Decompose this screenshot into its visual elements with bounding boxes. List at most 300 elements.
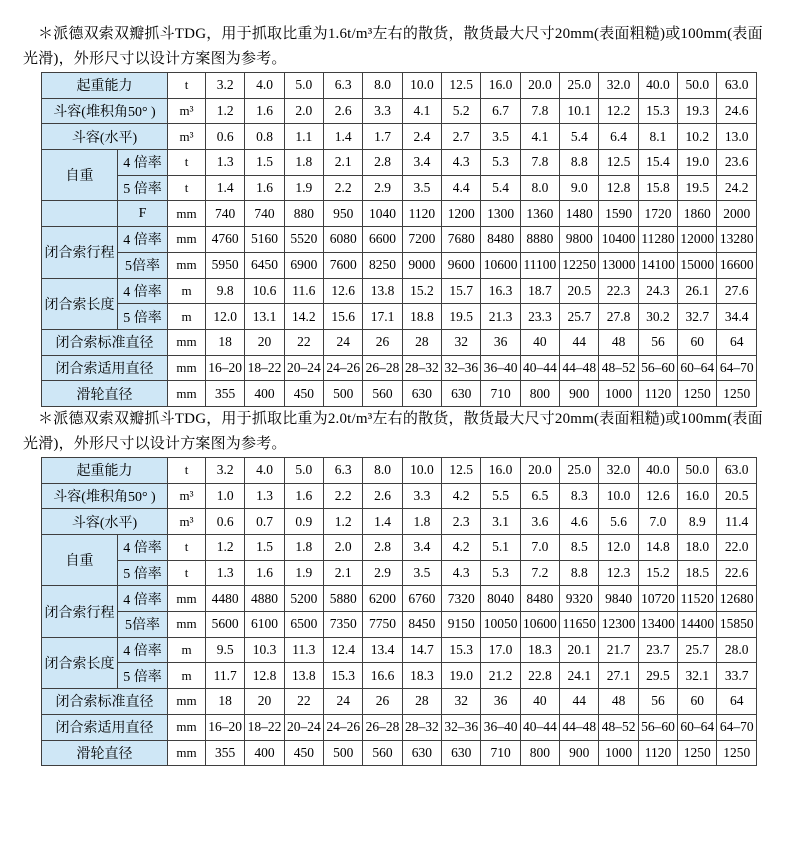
value-cell: 50.0 (678, 73, 717, 99)
value-cell: 1.8 (284, 535, 323, 561)
value-cell: 56 (638, 689, 677, 715)
value-cell: 15.3 (324, 663, 363, 689)
value-cell: 1120 (638, 381, 677, 407)
value-cell: 8.0 (363, 457, 402, 483)
unit-cell: t (168, 150, 206, 176)
value-cell: 12.5 (442, 457, 481, 483)
value-cell: 3.4 (402, 150, 441, 176)
value-cell: 1250 (678, 740, 717, 766)
value-cell: 15000 (678, 252, 717, 278)
row-sublabel-cell: 5倍率 (118, 612, 168, 638)
value-cell: 27.8 (599, 304, 638, 330)
value-cell: 22.0 (717, 535, 757, 561)
table-row (42, 175, 757, 201)
value-cell: 0.9 (284, 509, 323, 535)
value-cell: 10600 (520, 612, 559, 638)
value-cell: 6.3 (324, 457, 363, 483)
value-cell: 16600 (717, 252, 757, 278)
row-label-cell: 闭合索适用直径 (42, 714, 168, 740)
value-cell: 12680 (717, 586, 757, 612)
value-cell: 18 (206, 689, 245, 715)
value-cell: 4760 (206, 227, 245, 253)
value-cell: 18–22 (245, 714, 284, 740)
value-cell: 27.6 (717, 278, 757, 304)
value-cell: 16–20 (206, 355, 245, 381)
unit-cell: t (168, 175, 206, 201)
value-cell: 11.3 (284, 637, 323, 663)
value-cell: 13.8 (284, 663, 323, 689)
unit-cell: mm (168, 714, 206, 740)
value-cell: 5880 (324, 586, 363, 612)
value-cell: 450 (284, 381, 323, 407)
value-cell: 12.8 (245, 663, 284, 689)
value-cell: 2.3 (442, 509, 481, 535)
value-cell: 1.3 (206, 150, 245, 176)
value-cell: 26 (363, 329, 402, 355)
unit-cell: mm (168, 740, 206, 766)
value-cell: 10720 (638, 586, 677, 612)
value-cell: 3.5 (402, 560, 441, 586)
value-cell: 2.8 (363, 150, 402, 176)
value-cell: 1.6 (245, 98, 284, 124)
value-cell: 8480 (520, 586, 559, 612)
value-cell: 12.4 (324, 637, 363, 663)
value-cell: 450 (284, 740, 323, 766)
table-row (42, 637, 757, 663)
value-cell: 3.5 (481, 124, 520, 150)
value-cell: 11650 (560, 612, 599, 638)
value-cell: 24 (324, 329, 363, 355)
value-cell: 19.0 (442, 663, 481, 689)
value-cell: 355 (206, 740, 245, 766)
row-label-cell: 自重 (42, 150, 118, 201)
value-cell: 12.5 (599, 150, 638, 176)
value-cell: 20 (245, 329, 284, 355)
value-cell: 20.0 (520, 73, 559, 99)
value-cell: 16.0 (481, 457, 520, 483)
value-cell: 800 (520, 381, 559, 407)
value-cell: 4.1 (520, 124, 559, 150)
value-cell: 5.4 (560, 124, 599, 150)
value-cell: 20–24 (284, 355, 323, 381)
value-cell: 1000 (599, 740, 638, 766)
value-cell: 40–44 (520, 355, 559, 381)
value-cell: 2.1 (324, 560, 363, 586)
value-cell: 5.3 (481, 560, 520, 586)
value-cell: 12.0 (599, 535, 638, 561)
value-cell: 10400 (599, 227, 638, 253)
table-row (42, 535, 757, 561)
value-cell: 15.4 (638, 150, 677, 176)
value-cell: 13.0 (717, 124, 757, 150)
value-cell: 4.6 (560, 509, 599, 535)
value-cell: 12300 (599, 612, 638, 638)
value-cell: 800 (520, 740, 559, 766)
value-cell: 1.6 (245, 175, 284, 201)
row-sublabel-cell: 4 倍率 (118, 586, 168, 612)
value-cell: 22 (284, 329, 323, 355)
value-cell: 7.0 (520, 535, 559, 561)
value-cell: 18.5 (678, 560, 717, 586)
value-cell: 14.8 (638, 535, 677, 561)
value-cell: 710 (481, 740, 520, 766)
value-cell: 1.4 (206, 175, 245, 201)
value-cell: 56–60 (638, 355, 677, 381)
value-cell: 12.8 (599, 175, 638, 201)
value-cell: 1.1 (284, 124, 323, 150)
row-label-cell: 斗容(水平) (42, 124, 168, 150)
value-cell: 13000 (599, 252, 638, 278)
value-cell: 950 (324, 201, 363, 227)
unit-cell: m (168, 278, 206, 304)
value-cell: 740 (206, 201, 245, 227)
value-cell: 2.7 (442, 124, 481, 150)
value-cell: 40.0 (638, 457, 677, 483)
value-cell: 1360 (520, 201, 559, 227)
value-cell: 3.2 (206, 457, 245, 483)
value-cell: 710 (481, 381, 520, 407)
value-cell: 8.8 (560, 560, 599, 586)
value-cell: 12.6 (324, 278, 363, 304)
value-cell: 9000 (402, 252, 441, 278)
row-label-cell: 自重 (42, 535, 118, 586)
value-cell: 8.0 (363, 73, 402, 99)
value-cell: 36–40 (481, 714, 520, 740)
value-cell: 1.5 (245, 150, 284, 176)
value-cell: 1.4 (363, 509, 402, 535)
row-label-cell: 起重能力 (42, 457, 168, 483)
row-label-cell: 滑轮直径 (42, 381, 168, 407)
unit-cell: t (168, 560, 206, 586)
value-cell: 16.0 (481, 73, 520, 99)
value-cell: 64–70 (717, 714, 757, 740)
row-sublabel-cell: 4 倍率 (118, 150, 168, 176)
unit-cell: m (168, 663, 206, 689)
value-cell: 0.6 (206, 124, 245, 150)
value-cell: 5950 (206, 252, 245, 278)
value-cell: 4.0 (245, 457, 284, 483)
value-cell: 13.8 (363, 278, 402, 304)
value-cell: 3.1 (481, 509, 520, 535)
value-cell: 63.0 (717, 457, 757, 483)
row-label-cell: 闭合索行程 (42, 227, 118, 278)
value-cell: 12.5 (442, 73, 481, 99)
value-cell: 10600 (481, 252, 520, 278)
value-cell: 22.6 (717, 560, 757, 586)
value-cell: 50.0 (678, 457, 717, 483)
value-cell: 630 (402, 740, 441, 766)
value-cell: 5.4 (481, 175, 520, 201)
value-cell: 5.6 (599, 509, 638, 535)
table-row (42, 740, 757, 766)
value-cell: 24.1 (560, 663, 599, 689)
value-cell: 1.9 (284, 175, 323, 201)
value-cell: 16–20 (206, 714, 245, 740)
value-cell: 2.0 (324, 535, 363, 561)
unit-cell: m (168, 304, 206, 330)
value-cell: 1.4 (324, 124, 363, 150)
value-cell: 7.0 (638, 509, 677, 535)
value-cell: 60 (678, 329, 717, 355)
value-cell: 5200 (284, 586, 323, 612)
value-cell: 8.1 (638, 124, 677, 150)
value-cell: 23.6 (717, 150, 757, 176)
value-cell: 25.0 (560, 73, 599, 99)
value-cell: 15.2 (402, 278, 441, 304)
value-cell: 10.0 (402, 457, 441, 483)
value-cell: 880 (284, 201, 323, 227)
value-cell: 560 (363, 381, 402, 407)
value-cell: 25.7 (678, 637, 717, 663)
value-cell: 2.6 (363, 483, 402, 509)
value-cell: 7350 (324, 612, 363, 638)
value-cell: 2.2 (324, 175, 363, 201)
value-cell: 9150 (442, 612, 481, 638)
value-cell: 4480 (206, 586, 245, 612)
value-cell: 32.7 (678, 304, 717, 330)
row-sublabel-cell: 5 倍率 (118, 560, 168, 586)
value-cell: 28–32 (402, 355, 441, 381)
value-cell: 2.4 (402, 124, 441, 150)
value-cell: 8.0 (520, 175, 559, 201)
row-sublabel-cell: 5 倍率 (118, 175, 168, 201)
value-cell: 8480 (481, 227, 520, 253)
row-sublabel-cell: 5 倍率 (118, 663, 168, 689)
value-cell: 9.0 (560, 175, 599, 201)
value-cell: 40.0 (638, 73, 677, 99)
value-cell: 400 (245, 740, 284, 766)
value-cell: 21.3 (481, 304, 520, 330)
row-label-cell: 闭合索长度 (42, 278, 118, 329)
value-cell: 56 (638, 329, 677, 355)
unit-cell: mm (168, 612, 206, 638)
value-cell: 23.7 (638, 637, 677, 663)
value-cell: 32.1 (678, 663, 717, 689)
value-cell: 28–32 (402, 714, 441, 740)
value-cell: 15.3 (442, 637, 481, 663)
value-cell: 4.2 (442, 535, 481, 561)
value-cell: 7.8 (520, 98, 559, 124)
value-cell: 11.6 (284, 278, 323, 304)
value-cell: 32–36 (442, 714, 481, 740)
value-cell: 12.2 (599, 98, 638, 124)
value-cell: 34.4 (717, 304, 757, 330)
value-cell: 19.0 (678, 150, 717, 176)
value-cell: 18 (206, 329, 245, 355)
value-cell: 6080 (324, 227, 363, 253)
value-cell: 1040 (363, 201, 402, 227)
value-cell: 1590 (599, 201, 638, 227)
value-cell: 1.8 (284, 150, 323, 176)
value-cell: 4.2 (442, 483, 481, 509)
value-cell: 60 (678, 689, 717, 715)
value-cell: 30.2 (638, 304, 677, 330)
value-cell: 4.3 (442, 560, 481, 586)
value-cell: 24–26 (324, 355, 363, 381)
value-cell: 21.7 (599, 637, 638, 663)
spec-table-1 (41, 72, 757, 407)
value-cell: 10050 (481, 612, 520, 638)
value-cell: 20.5 (560, 278, 599, 304)
value-cell: 63.0 (717, 73, 757, 99)
value-cell: 6450 (245, 252, 284, 278)
value-cell: 1.8 (402, 509, 441, 535)
table-row (42, 381, 757, 407)
value-cell: 15850 (717, 612, 757, 638)
unit-cell: m³ (168, 509, 206, 535)
row-sublabel-cell: F (118, 201, 168, 227)
value-cell: 2.9 (363, 560, 402, 586)
row-label-cell: 闭合索长度 (42, 637, 118, 688)
value-cell: 20 (245, 689, 284, 715)
value-cell: 64 (717, 689, 757, 715)
value-cell: 6.3 (324, 73, 363, 99)
value-cell: 0.7 (245, 509, 284, 535)
spec-section-1 (23, 0, 774, 407)
value-cell: 6200 (363, 586, 402, 612)
value-cell: 1000 (599, 381, 638, 407)
value-cell: 19.3 (678, 98, 717, 124)
value-cell: 8.9 (678, 509, 717, 535)
value-cell: 2.2 (324, 483, 363, 509)
value-cell: 13280 (717, 227, 757, 253)
value-cell: 14400 (678, 612, 717, 638)
value-cell: 48–52 (599, 714, 638, 740)
value-cell: 10.2 (678, 124, 717, 150)
value-cell: 740 (245, 201, 284, 227)
value-cell: 3.2 (206, 73, 245, 99)
value-cell: 8250 (363, 252, 402, 278)
value-cell: 11520 (678, 586, 717, 612)
value-cell: 12.6 (638, 483, 677, 509)
value-cell: 2.8 (363, 535, 402, 561)
row-sublabel-cell: 4 倍率 (118, 637, 168, 663)
value-cell: 1.3 (206, 560, 245, 586)
value-cell: 25.7 (560, 304, 599, 330)
value-cell: 26.1 (678, 278, 717, 304)
row-label-cell: 斗容(堆积角50° ) (42, 98, 168, 124)
value-cell: 18.0 (678, 535, 717, 561)
row-sublabel-cell: 4 倍率 (118, 535, 168, 561)
value-cell: 4.0 (245, 73, 284, 99)
value-cell: 6100 (245, 612, 284, 638)
value-cell: 29.5 (638, 663, 677, 689)
value-cell: 1.2 (324, 509, 363, 535)
value-cell: 2.6 (324, 98, 363, 124)
spec-table-2 (41, 457, 757, 766)
row-label-cell (42, 201, 118, 227)
value-cell: 900 (560, 740, 599, 766)
table-row (42, 278, 757, 304)
row-label-cell: 闭合索行程 (42, 586, 118, 637)
value-cell: 27.1 (599, 663, 638, 689)
value-cell: 4.4 (442, 175, 481, 201)
value-cell: 11.7 (206, 663, 245, 689)
value-cell: 2.9 (363, 175, 402, 201)
row-sublabel-cell: 4 倍率 (118, 227, 168, 253)
value-cell: 48 (599, 689, 638, 715)
value-cell: 3.5 (402, 175, 441, 201)
value-cell: 12.0 (206, 304, 245, 330)
value-cell: 60–64 (678, 714, 717, 740)
value-cell: 5.1 (481, 535, 520, 561)
table-row (42, 73, 757, 99)
row-label-cell: 闭合索标准直径 (42, 329, 168, 355)
value-cell: 18.3 (402, 663, 441, 689)
value-cell: 500 (324, 740, 363, 766)
value-cell: 1.5 (245, 535, 284, 561)
unit-cell: mm (168, 329, 206, 355)
value-cell: 24–26 (324, 714, 363, 740)
table-row (42, 586, 757, 612)
value-cell: 1120 (402, 201, 441, 227)
value-cell: 17.1 (363, 304, 402, 330)
value-cell: 8450 (402, 612, 441, 638)
value-cell: 11.4 (717, 509, 757, 535)
value-cell: 3.4 (402, 535, 441, 561)
value-cell: 3.3 (402, 483, 441, 509)
value-cell: 1.0 (206, 483, 245, 509)
value-cell: 20.0 (520, 457, 559, 483)
value-cell: 8.8 (560, 150, 599, 176)
value-cell: 26 (363, 689, 402, 715)
value-cell: 9840 (599, 586, 638, 612)
intro-paragraph-1: ＊派德双索双瓣抓斗TDG，用于抓取比重为1.6t/m³左右的散货，散货最大尺寸20mm(表面粗糙)或100mm(表面光滑)，外形尺寸以设计方案图为参考。 (23, 26, 763, 67)
table-row (42, 612, 757, 638)
value-cell: 44–48 (560, 355, 599, 381)
value-cell: 12.3 (599, 560, 638, 586)
unit-cell: m³ (168, 483, 206, 509)
value-cell: 33.7 (717, 663, 757, 689)
value-cell: 44 (560, 329, 599, 355)
value-cell: 15.7 (442, 278, 481, 304)
value-cell: 13400 (638, 612, 677, 638)
value-cell: 6500 (284, 612, 323, 638)
value-cell: 9320 (560, 586, 599, 612)
value-cell: 630 (442, 740, 481, 766)
table-row (42, 483, 757, 509)
row-label-cell: 起重能力 (42, 73, 168, 99)
value-cell: 28 (402, 329, 441, 355)
value-cell: 44 (560, 689, 599, 715)
value-cell: 400 (245, 381, 284, 407)
unit-cell: mm (168, 381, 206, 407)
value-cell: 48 (599, 329, 638, 355)
unit-cell: mm (168, 689, 206, 715)
value-cell: 6900 (284, 252, 323, 278)
value-cell: 6.5 (520, 483, 559, 509)
value-cell: 1720 (638, 201, 677, 227)
value-cell: 11100 (520, 252, 559, 278)
value-cell: 9800 (560, 227, 599, 253)
value-cell: 36 (481, 689, 520, 715)
table-row (42, 457, 757, 483)
unit-cell: m³ (168, 124, 206, 150)
value-cell: 15.6 (324, 304, 363, 330)
unit-cell: t (168, 535, 206, 561)
value-cell: 5520 (284, 227, 323, 253)
value-cell: 7.8 (520, 150, 559, 176)
table-row (42, 329, 757, 355)
value-cell: 36–40 (481, 355, 520, 381)
value-cell: 10.1 (560, 98, 599, 124)
row-label-cell: 滑轮直径 (42, 740, 168, 766)
value-cell: 8.5 (560, 535, 599, 561)
value-cell: 0.8 (245, 124, 284, 150)
value-cell: 28.0 (717, 637, 757, 663)
table-row (42, 560, 757, 586)
value-cell: 18.3 (520, 637, 559, 663)
